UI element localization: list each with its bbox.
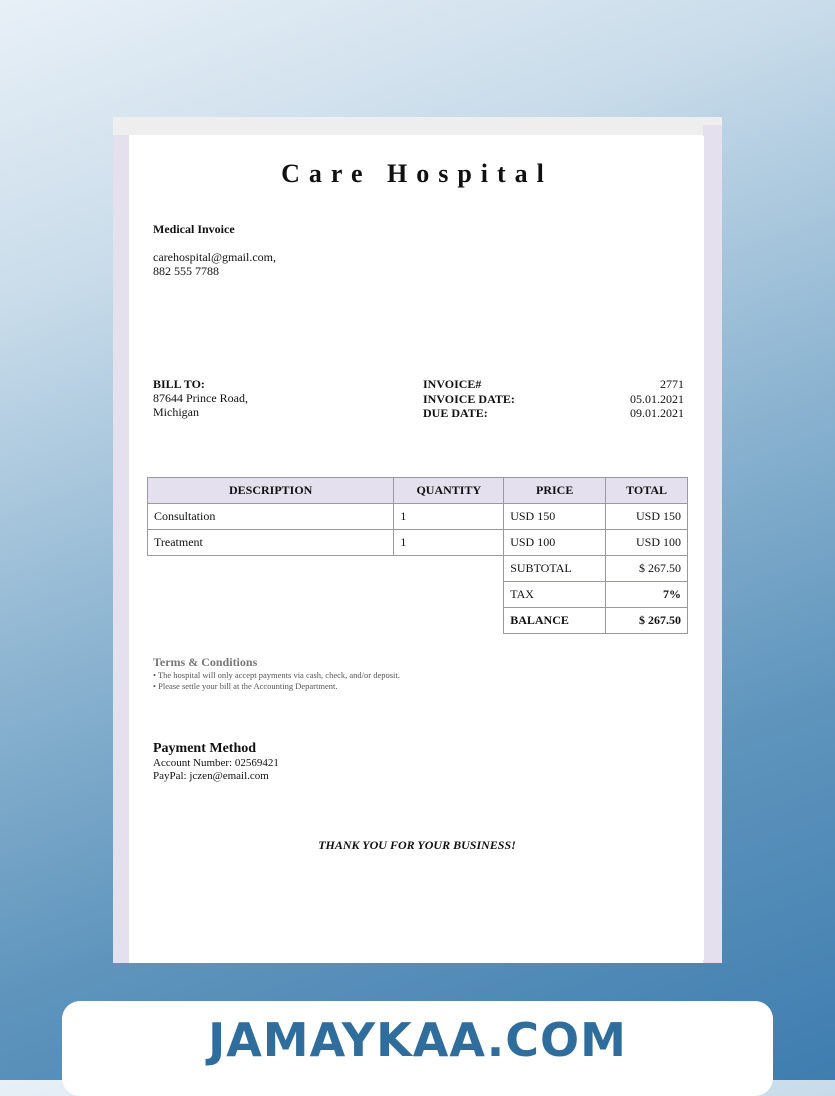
- document-type: Medical Invoice: [153, 222, 235, 236]
- table-row: [148, 530, 688, 556]
- payment-account: Account Number: 02569421: [153, 757, 279, 769]
- payment-heading: Payment Method: [153, 741, 257, 756]
- items-table: [147, 477, 688, 634]
- contact-phone: 882 555 7788: [153, 264, 219, 278]
- summary-row-tax: [148, 582, 688, 608]
- thank-you-note: THANK YOU FOR YOUR BUSINESS!: [318, 838, 516, 852]
- meta-value: 2771: [660, 377, 684, 391]
- header-price: PRICE: [504, 478, 606, 504]
- cell-description: Treatment: [148, 530, 394, 556]
- summary-row-balance: [148, 608, 688, 634]
- cell-total: USD 100: [606, 530, 688, 556]
- watermark-banner: [62, 1001, 773, 1096]
- bill-to-block: [153, 377, 248, 419]
- payment-paypal: PayPal: jczen@email.com: [153, 770, 269, 782]
- meta-value: 09.01.2021: [630, 406, 684, 420]
- summary-label: TAX: [504, 582, 606, 608]
- cell-total: USD 150: [606, 504, 688, 530]
- meta-key: INVOICE DATE:: [423, 391, 515, 406]
- invoice-page: [130, 136, 704, 960]
- cell-price: USD 150: [504, 504, 606, 530]
- cell-quantity: 1: [394, 504, 504, 530]
- terms-line: • Please settle your bill at the Accounting Department.: [153, 681, 338, 691]
- terms-block: [153, 655, 400, 692]
- terms-heading: Terms & Conditions: [153, 655, 258, 669]
- payment-method-block: [153, 741, 279, 783]
- bill-to-address-line1: 87644 Prince Road,: [153, 391, 248, 405]
- summary-row-subtotal: [148, 556, 688, 582]
- summary-label: BALANCE: [504, 608, 606, 634]
- header-total: TOTAL: [606, 478, 688, 504]
- bill-to-label: BILL TO:: [153, 377, 205, 391]
- invoice-meta: [423, 377, 684, 421]
- meta-value: 05.01.2021: [630, 391, 684, 406]
- cell-description: Consultation: [148, 504, 394, 530]
- summary-label: SUBTOTAL: [504, 556, 606, 582]
- document-top-bar: [113, 117, 722, 135]
- contact-block: [153, 250, 276, 278]
- contact-email: carehospital@gmail.com,: [153, 250, 277, 264]
- meta-key: DUE DATE:: [423, 406, 488, 420]
- summary-value: $ 267.50: [606, 608, 688, 634]
- meta-row-due-date: [423, 406, 684, 421]
- summary-value: 7%: [606, 582, 688, 608]
- watermark-text: JAMAYKAA.COM: [208, 1013, 627, 1067]
- cell-quantity: 1: [394, 530, 504, 556]
- meta-key: INVOICE#: [423, 377, 482, 391]
- header-description: DESCRIPTION: [148, 478, 394, 504]
- summary-value: $ 267.50: [606, 556, 688, 582]
- meta-row-invoice-number: [423, 377, 684, 392]
- bill-to-address-line2: Michigan: [153, 405, 199, 419]
- table-header-row: [148, 478, 688, 504]
- terms-line: • The hospital will only accept payments via cash, check, and/or deposit.: [153, 670, 400, 680]
- hospital-name: Care Hospital: [281, 159, 553, 188]
- meta-row-invoice-date: [423, 392, 684, 407]
- table-row: [148, 504, 688, 530]
- document-left-border: [113, 135, 129, 963]
- document-right-border: [703, 125, 722, 963]
- header-quantity: QUANTITY: [394, 478, 504, 504]
- cell-price: USD 100: [504, 530, 606, 556]
